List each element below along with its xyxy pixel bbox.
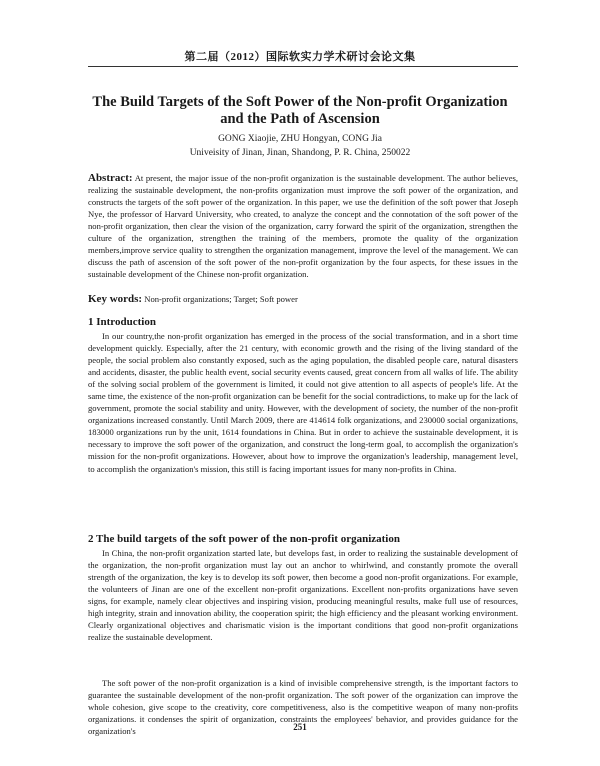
affiliation: Univeisity of Jinan, Jinan, Shandong, P. R. China, 250022 (189, 148, 411, 158)
paragraph: In China, the non-profit organization started late, but develops fast, in order to realizing the sustainable development of the organization, the non-profit organization must lay out an anchor to whirlwind, and constantly promote the overall strength of the organization, the key is to develop its soft power, then become a good non-profit organizations. For example, the volunteers of Jinan are one of the excellent non-profit organizations. Excellent non-profits organizations have seven signs, for example, namely clear objectives and inspiring vision, producing meaningful results, make full use of resources, high integrity, strain and innovation ability, the cooperation spirit; the high efficiency and the pleasant working environment. Clearly organizational objectives and charismatic vision is the important conditions that good non-profit organizations realize the sustainable development. (88, 548, 518, 643)
header-rule (88, 66, 518, 67)
abstract-text: At present, the major issue of the non-profit organization is the sustainable development. The author believes, realizing the sustainable development, the non-profits organization must improve the soft power of the organization, and constructs the targets of the soft power of the organization. In this paper, we use the definition of the soft power that Joseph Nye, the professor of Harvard University, who created, to analyze the concept and the connotation of the soft power of the non-profit organization, then clear the vision of the organization, carry forward the spirit of the organization, strengthen the culture of the organization, strengthen the training of the members, promote the quality of the organization members,improve service quality to strengthen the organization management, improve the level of the management. We can discuss the path of ascension of the soft power of the non-profit organization by the four aspects, for these issues in the sustainable development of the Chinese non-profit organization. (88, 173, 518, 280)
keywords-text: Non-profit organizations; Target; Soft power (144, 294, 298, 304)
paragraph: In our country,the non-profit organization has emerged in the process of the social transformation, and in a short time development quickly. Especially, after the 21 century, with economic growth and the rising of the living standard of the people, the social problem also constantly exposed, such as the aging population, the disabled people care, natural disasters and accidents, disaster, the public health event, social security events caused, great concern from all walks of life. The ability of the solving social problem of the government is limited, it could not give attention to all aspects of people's life. At the same time, the existence of the non-profit organization can be benefit for the social contradictions, to make up for the lack of government, promote the social stability and unity. However, with the development of society, the number of the non-profit organizations increased constantly. Until March 2009, there are 414614 folk organizations, and 230000 social organizations, 183000 organizations run by the unit, 1614 foundations in China. But in order to achieve the sustainable development, it is necessary to improve the soft power of the organization, and construct the long-term goal, to accomplish the organization's mission for the non-profit organizations. However, about how to improve the organization's leadership, management level, to accomplish the organization's mission, this still is facing important issues for many non-profits in China. (88, 331, 518, 474)
abstract (88, 172, 518, 280)
section-heading-introduction: 1 Introduction (88, 316, 156, 328)
abstract-label: Abstract: (88, 172, 133, 184)
running-header: 第二届（2012）国际软实力学术研讨会论文集 (184, 51, 416, 63)
page-number: 251 (293, 722, 307, 732)
authors: GONG Xiaojie, ZHU Hongyan, CONG Jia (218, 134, 382, 144)
keywords-label: Key words: (88, 293, 143, 305)
keywords (88, 293, 518, 305)
paper-title: The Build Targets of the Soft Power of the Non-profit Organization and the Path of Ascension (92, 94, 508, 127)
section-heading-build-targets: 2 The build targets of the soft power of the non-profit organization (88, 533, 400, 545)
paragraph: The soft power of the non-profit organization is a kind of invisible comprehensive strength, is the important factors to guarantee the sustainable development of the non-profit organization. The soft power of the organization can improve the whole cohesion, give scope to the creativity, core competitiveness, also is the competitive weapon of many non-profits organizations. it condenses the spirit of organization, constraints the employees' behavior, and provides guidance for the organization's (88, 678, 518, 737)
